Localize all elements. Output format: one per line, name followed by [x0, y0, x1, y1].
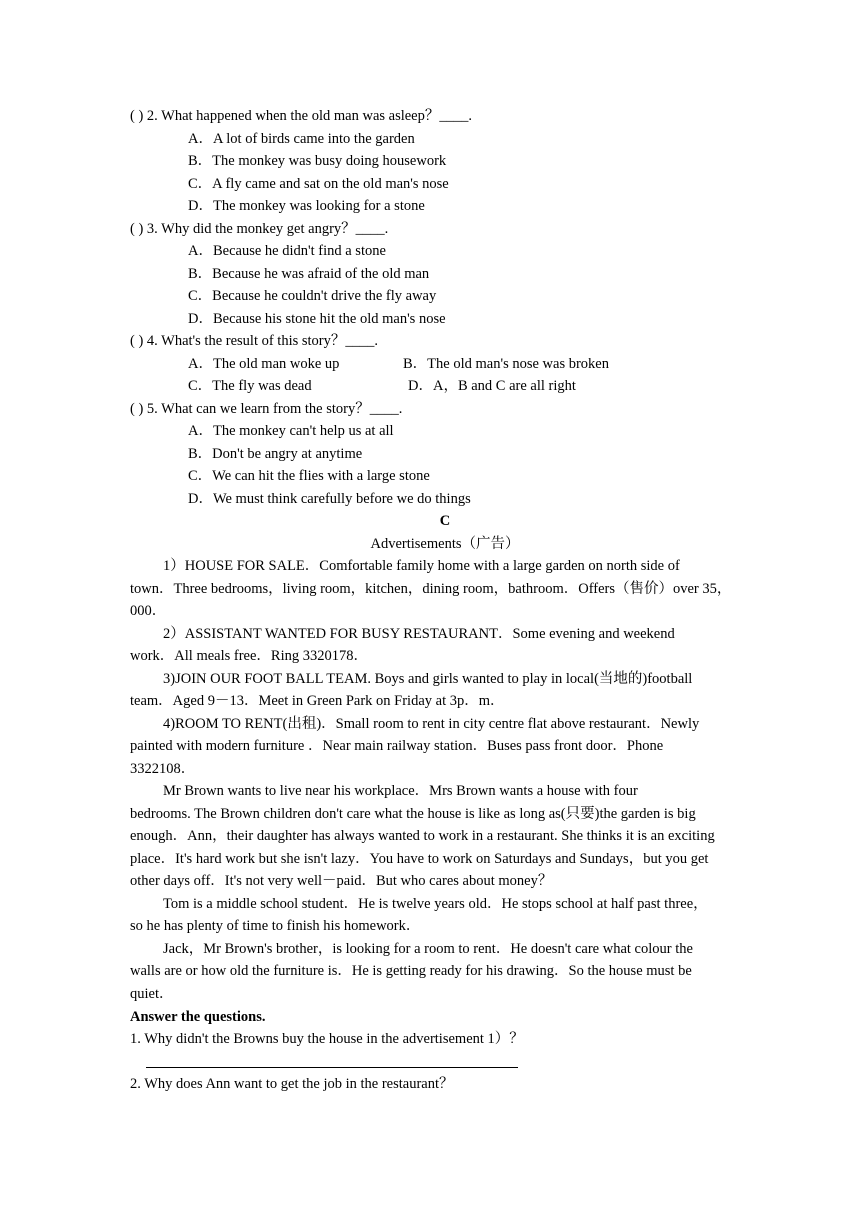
passage-p3-line-1: Jack，Mr Brown's brother，is looking for a room to rent．He doesn't care what colour the [163, 941, 693, 957]
answer-heading: Answer the questions. [130, 1009, 266, 1025]
ad-3-line-1: 3)JOIN OUR FOOT BALL TEAM. Boys and girls wanted to play in local(当地的)football [163, 671, 693, 687]
ad-2-line-1: 2）ASSISTANT WANTED FOR BUSY RESTAURANT．Some evening and weekend [163, 626, 675, 642]
question-5-option-d: D．We must think carefully before we do things [188, 491, 471, 507]
ad-4-line-2: painted with modern furniture ．Near main railway station．Buses pass front door．Phone [130, 738, 664, 754]
question-4-option-d: D．A，B and C are all right [408, 378, 576, 394]
question-3-option-d: D．Because his stone hit the old man's nose [188, 311, 446, 327]
passage-p1-line-2: bedrooms. The Brown children don't care what the house is like as long as(只要)the garden is big [130, 806, 696, 822]
passage-p1-line-1: Mr Brown wants to live near his workplace．Mrs Brown wants a house with four [163, 783, 638, 799]
question-4-stem: ( ) 4. What's the result of this story？____. [130, 333, 379, 349]
question-4-option-b: B．The old man's nose was broken [403, 356, 609, 372]
question-5-option-b: B．Don't be angry at anytime [188, 446, 363, 462]
question-5-option-a: A．The monkey can't help us at all [188, 423, 394, 439]
ad-2-line-2: work．All meals free．Ring 3320178． [130, 648, 369, 664]
question-3-option-b: B．Because he was afraid of the old man [188, 266, 430, 282]
passage-p1-line-5: other days off．It's not very well－paid．But who cares about money？ [130, 873, 553, 889]
passage-p1-line-3: enough．Ann，their daughter has always wanted to work in a restaurant. She thinks it is an exciting [130, 828, 715, 844]
question-5-option-c: C．We can hit the flies with a large stone [188, 468, 430, 484]
section-letter: C [439, 513, 451, 529]
question-3-option-a: A．Because he didn't find a stone [188, 243, 386, 259]
question-2-option-c: C．A fly came and sat on the old man's nose [188, 176, 449, 192]
passage-p2-line-2: so he has plenty of time to finish his homework． [130, 918, 421, 934]
question-5-stem: ( ) 5. What can we learn from the story？____. [130, 401, 403, 417]
question-2-option-a: A．A lot of birds came into the garden [188, 131, 415, 147]
ad-4-line-3: 3322108． [130, 761, 196, 777]
section-title: Advertisements（广告） [370, 536, 520, 552]
question-3-stem: ( ) 3. Why did the monkey get angry？____. [130, 221, 389, 237]
question-2-option-d: D．The monkey was looking for a stone [188, 198, 425, 214]
answer-blank-line[interactable] [146, 1067, 518, 1068]
ad-1-line-1: 1）HOUSE FOR SALE．Comfortable family home with a large garden on north side of [163, 558, 680, 574]
passage-p3-line-2: walls are or how old the furniture is．He is getting ready for his drawing．So the house must be [130, 963, 692, 979]
passage-p3-line-3: quiet． [130, 986, 174, 1002]
answer-question-1: 1. Why didn't the Browns buy the house in the advertisement 1）？ [130, 1031, 524, 1047]
passage-p2-line-1: Tom is a middle school student．He is twelve years old．He stops school at half past three， [163, 896, 708, 912]
question-2-stem: ( ) 2. What happened when the old man was asleep？____. [130, 108, 472, 124]
passage-p1-line-4: place．It's hard work but she isn't lazy．You have to work on Saturdays and Sundays，but you get [130, 851, 709, 867]
ad-4-line-1: 4)ROOM TO RENT(出租)．Small room to rent in city centre flat above restaurant．Newly [163, 716, 700, 732]
question-3-option-c: C．Because he couldn't drive the fly away [188, 288, 437, 304]
question-4-option-a: A．The old man woke up [188, 356, 340, 372]
question-2-option-b: B．The monkey was busy doing housework [188, 153, 447, 169]
question-4-option-c: C．The fly was dead [188, 378, 312, 394]
ad-1-line-2: town．Three bedrooms，living room，kitchen，dining room，bathroom．Offers（售价）over 35， [130, 581, 732, 597]
answer-question-2: 2. Why does Ann want to get the job in the restaurant？ [130, 1076, 454, 1092]
ad-3-line-2: team．Aged 9－13．Meet in Green Park on Friday at 3p．m． [130, 693, 505, 709]
ad-1-line-3: 000． [130, 603, 167, 619]
